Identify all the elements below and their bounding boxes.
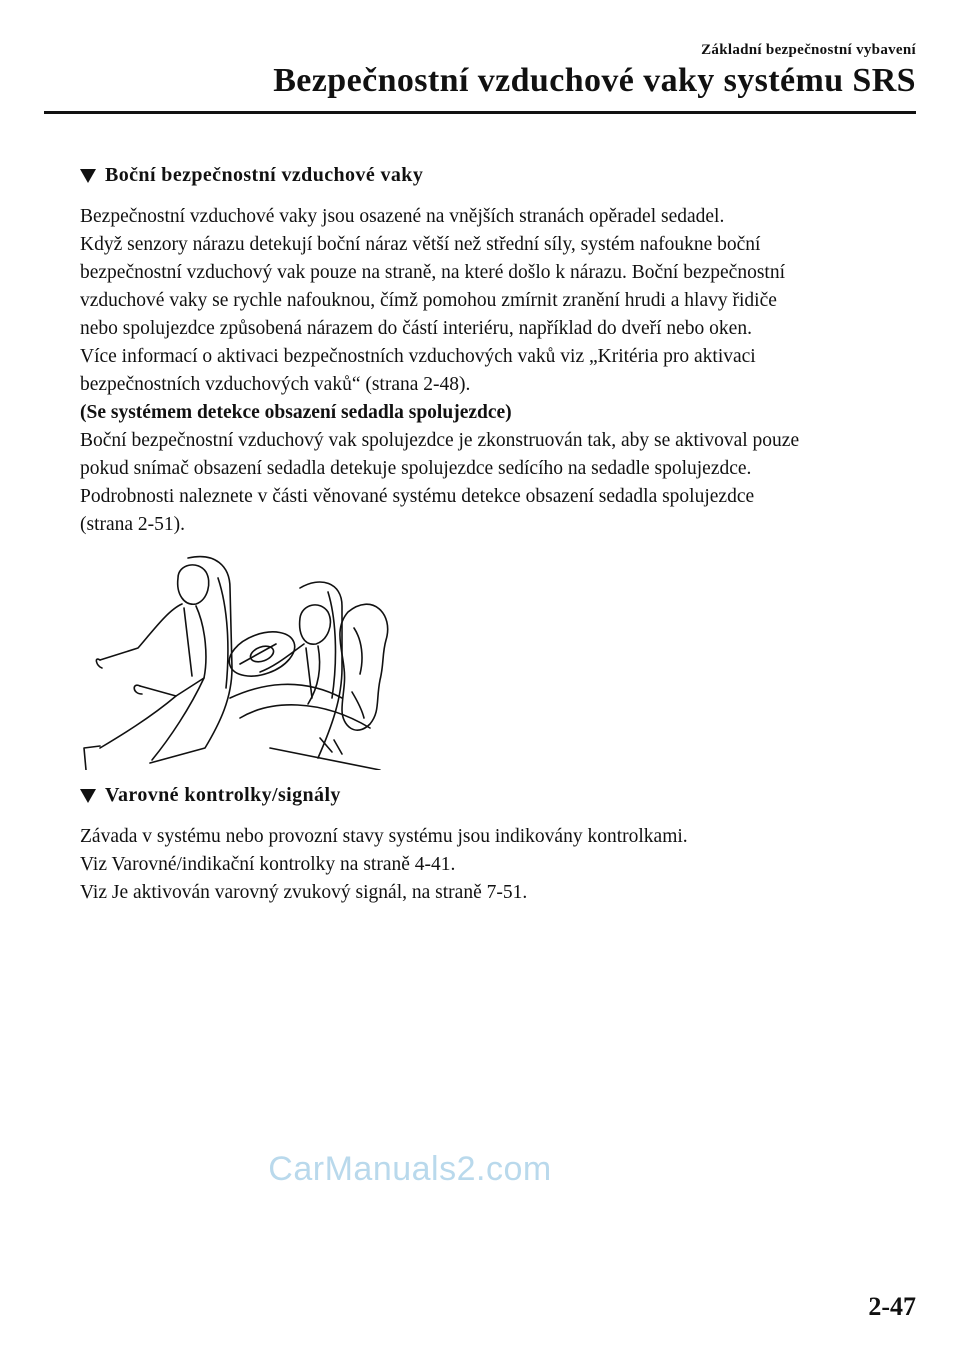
section-heading-side-airbags bbox=[80, 164, 423, 187]
paragraph-line: Viz Varovné/indikační kontrolky na straně 4-41. bbox=[80, 854, 456, 875]
paragraph-line: vzduchové vaky se rychle nafouknou, čímž pomohou zmírnit zranění hrudi a hlavy řidiče bbox=[80, 290, 777, 311]
side-airbag-illustration bbox=[80, 548, 390, 770]
header-rule bbox=[44, 111, 916, 114]
section-heading-label: Varovné kontrolky/signály bbox=[105, 784, 341, 806]
paragraph-line: Bezpečnostní vzduchové vaky jsou osazené na vnějších stranách opěradel sedadel. bbox=[80, 206, 725, 227]
triangle-bullet-icon bbox=[80, 789, 96, 803]
paragraph-line: (strana 2-51). bbox=[80, 514, 186, 535]
header-chapter: Základní bezpečnostní vybavení bbox=[701, 42, 916, 58]
paragraph-line: bezpečnostní vzduchový vak pouze na straně, na které došlo k nárazu. Boční bezpečnostní bbox=[80, 262, 785, 283]
section-heading-label: Boční bezpečnostní vzduchové vaky bbox=[105, 164, 424, 186]
subheading-passenger-detection: (Se systémem detekce obsazení sedadla spolujezdce) bbox=[80, 402, 512, 423]
triangle-bullet-icon bbox=[80, 169, 96, 183]
paragraph-line: Když senzory nárazu detekují boční náraz větší než střední síly, systém nafoukne boční bbox=[80, 234, 761, 255]
paragraph-line: nebo spolujezdce způsobená nárazem do částí interiéru, například do dveří nebo oken. bbox=[80, 318, 752, 339]
paragraph-line: pokud snímač obsazení sedadla detekuje spolujezdce sedícího na sedadle spolujezdce. bbox=[80, 458, 752, 479]
watermark: CarManuals2.com bbox=[268, 1150, 552, 1188]
page-title: Bezpečnostní vzduchové vaky systému SRS bbox=[273, 62, 916, 99]
paragraph-line: Viz Je aktivován varovný zvukový signál, na straně 7-51. bbox=[80, 882, 528, 903]
section-heading-warnings bbox=[80, 784, 341, 807]
paragraph-line: Závada v systému nebo provozní stavy systému jsou indikovány kontrolkami. bbox=[80, 826, 688, 847]
paragraph-line: Boční bezpečnostní vzduchový vak spolujezdce je zkonstruován tak, aby se aktivoval pouze bbox=[80, 430, 800, 451]
paragraph-line: Více informací o aktivaci bezpečnostních vzduchových vaků viz „Kritéria pro aktivaci bbox=[80, 346, 756, 367]
paragraph-line: bezpečnostních vzduchových vaků“ (strana 2-48). bbox=[80, 374, 471, 395]
section-body-side-airbags bbox=[80, 203, 920, 539]
section-body-warnings bbox=[80, 823, 920, 907]
page-number: 2-47 bbox=[868, 1292, 916, 1321]
paragraph-line: Podrobnosti naleznete v části věnované systému detekce obsazení sedadla spolujezdce bbox=[80, 486, 755, 507]
